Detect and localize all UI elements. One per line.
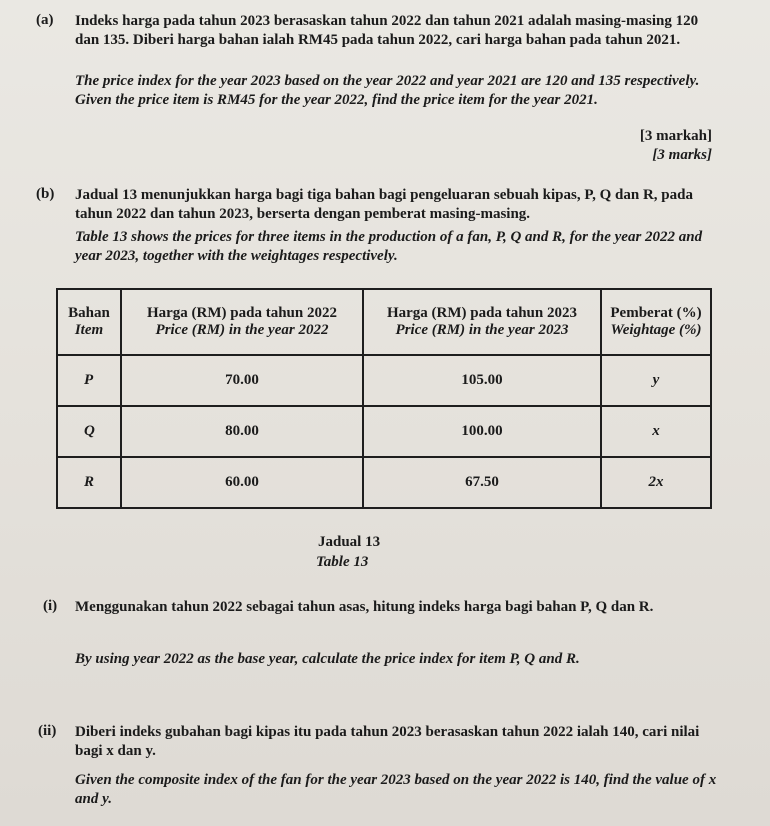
header-price-2023-english: Price (RM) in the year 2023	[395, 322, 569, 338]
part-i-question-english: By using year 2022 as the base year, calculate the price index for item P, Q and R.	[75, 651, 580, 667]
cell-price-2022: 70.00	[121, 355, 363, 406]
table-row	[57, 406, 711, 457]
header-weightage	[601, 289, 711, 355]
price-table	[56, 288, 712, 509]
header-item	[57, 289, 121, 355]
part-i-label: (i)	[43, 598, 58, 614]
header-weightage-malay: Pemberat (%)	[610, 305, 702, 321]
part-a-question-english: The price index for the year 2023 based on the year 2022 and year 2021 are 120 and 135 respectively. Given the price item is RM45 for the year 2022, find the price item for the year 2021.	[75, 73, 700, 108]
header-price-2022-malay: Harga (RM) pada tahun 2022	[146, 305, 337, 321]
header-item-english: Item	[74, 322, 104, 338]
header-weightage-english: Weightage (%)	[610, 322, 702, 338]
part-b-label: (b)	[36, 186, 55, 202]
table-row	[57, 355, 711, 406]
cell-item: Q	[57, 406, 121, 457]
header-price-2022-english: Price (RM) in the year 2022	[155, 322, 329, 338]
cell-item: R	[57, 457, 121, 508]
cell-price-2022: 60.00	[121, 457, 363, 508]
header-price-2022	[121, 289, 363, 355]
cell-item: P	[57, 355, 121, 406]
header-price-2023-malay: Harga (RM) pada tahun 2023	[386, 305, 577, 321]
part-a-label: (a)	[36, 12, 54, 28]
cell-price-2023: 100.00	[363, 406, 601, 457]
table-caption-malay: Jadual 13	[318, 534, 381, 550]
part-b-question-english: Table 13 shows the prices for three items in the production of a fan, P, Q and R, for the year 2022 and year 2023, together with the weightages respectively.	[75, 229, 703, 264]
part-ii-label: (ii)	[38, 723, 57, 739]
cell-price-2023: 67.50	[363, 457, 601, 508]
header-item-malay: Bahan	[68, 305, 110, 321]
part-b-question-malay: Jadual 13 menunjukkan harga bagi tiga bahan bagi pengeluaran sebuah kipas, P, Q dan R, pada tahun 2022 dan tahun 2023, berserta dengan pemberat masing-masing.	[75, 187, 693, 222]
header-price-2023	[363, 289, 601, 355]
part-a-question-malay: Indeks harga pada tahun 2023 berasaskan tahun 2022 dan tahun 2021 adalah masing-masing 120 dan 135. Diberi harga bahan ialah RM45 pada tahun 2022, cari harga bahan pada tahun 2021.	[75, 13, 699, 48]
part-ii-question-malay: Diberi indeks gubahan bagi kipas itu pada tahun 2023 berasaskan tahun 2022 ialah 140, cari nilai bagi x dan y.	[75, 724, 700, 759]
part-i-question-malay: Menggunakan tahun 2022 sebagai tahun asas, hitung indeks harga bagi bahan P, Q dan R.	[75, 599, 654, 615]
cell-price-2022: 80.00	[121, 406, 363, 457]
table-header-row	[57, 289, 711, 355]
cell-weightage: 2x	[601, 457, 711, 508]
table-caption-english: Table 13	[316, 554, 369, 570]
part-ii-question-english: Given the composite index of the fan for the year 2023 based on the year 2022 is 140, find the value of x and y.	[75, 772, 717, 807]
cell-price-2023: 105.00	[363, 355, 601, 406]
marks-malay: [3 markah]	[639, 128, 712, 144]
table-row	[57, 457, 711, 508]
marks-english: [3 marks]	[652, 147, 712, 163]
cell-weightage: y	[601, 355, 711, 406]
cell-weightage: x	[601, 406, 711, 457]
